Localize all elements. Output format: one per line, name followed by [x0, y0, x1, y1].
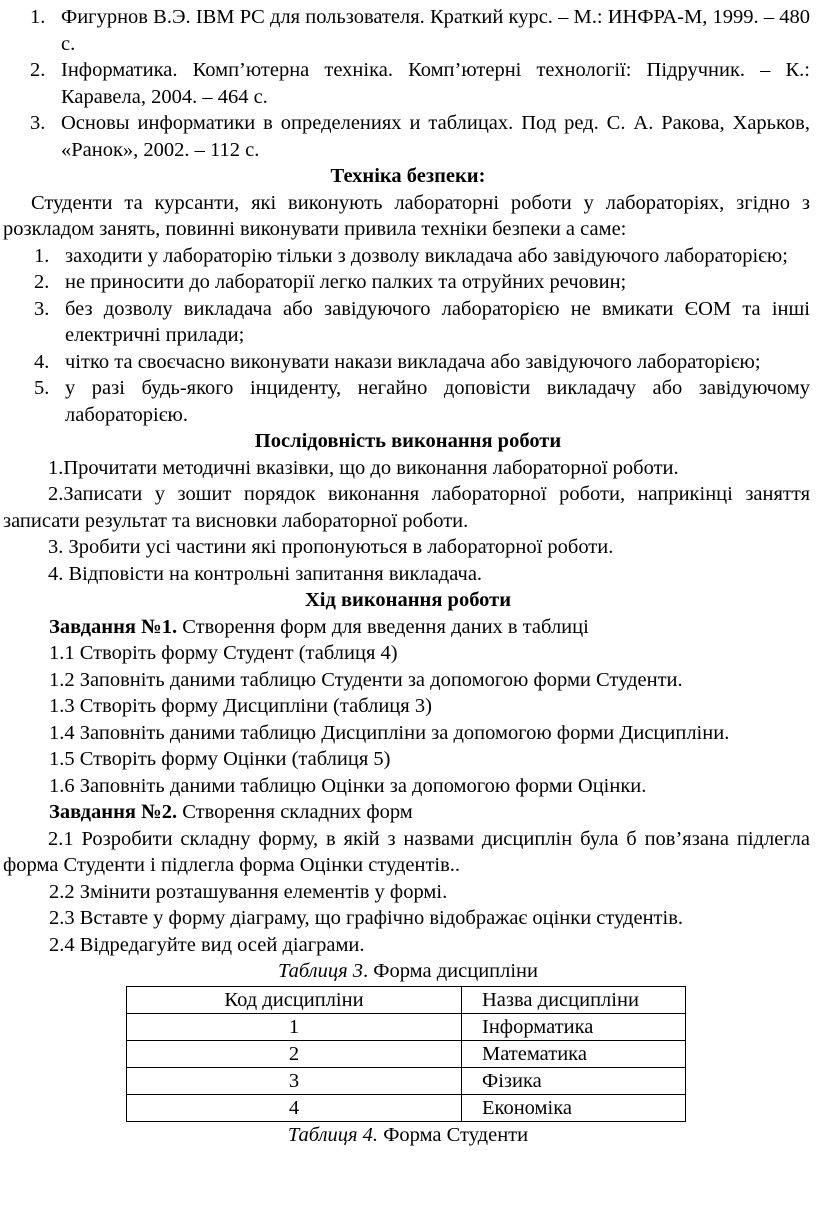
task1-item: 1.2 Заповніть даними таблицю Студенти за допомогою форми Студенти. [49, 668, 683, 691]
safety-rule [34, 296, 810, 349]
reference-text: Основы информатики в определениях и таблицах. Под ред. С. А. Ракова, Харьков, «Ранок», 2002. – 112 с. [61, 112, 810, 161]
progress-heading: Хід виконання роботи [304, 589, 512, 611]
reference-number: 3. [30, 112, 46, 134]
sequence-step: 1.Прочитати методичні вказівки, що до виконання лабораторної роботи. [48, 456, 679, 479]
task1-item: 1.5 Створіть форму Оцінки (таблиця 5) [49, 748, 391, 770]
sequence-step: 2.Записати у зошит порядок виконання лабораторної роботи, наприкінці заняття записати результат та висновки лабораторної роботи. [3, 483, 810, 532]
table4-caption-text: Форма Студенти [378, 1123, 529, 1146]
table-row [127, 1040, 686, 1067]
table3-caption-text: . Форма дисципліни [363, 960, 539, 982]
table-cell: Інформатика [462, 1013, 686, 1040]
task1-item: 1.6 Заповніть даними таблицю Оцінки за допомогою форми Оцінки. [49, 774, 647, 797]
rule-text: заходити у лабораторію тільки з дозволу викладача або завідуючого лабораторією; [65, 244, 788, 267]
references-list [30, 0, 810, 163]
disciplines-table [126, 986, 686, 1122]
rule-number: 3. [34, 297, 50, 320]
safety-rule [34, 349, 810, 376]
sequence-step: 4. Відповісти на контрольні запитання викладача. [48, 562, 483, 585]
table-header-cell: Назва дисципліни [462, 986, 686, 1013]
task1-item: 1.4 Заповніть даними таблицю Дисципліни за допомогою форми Дисципліни. [49, 721, 730, 744]
rule-number: 5. [34, 377, 50, 399]
rule-text: у разі будь-якого інциденту, негайно доповісти викладачу або завідуючому лабораторією. [65, 377, 810, 426]
table-row [127, 1067, 686, 1094]
table3-caption-label: Таблиця 3 [277, 960, 364, 982]
safety-rule [34, 375, 810, 428]
table-cell: 4 [127, 1094, 462, 1121]
sequence-heading: Послідовність виконання роботи [254, 430, 562, 452]
rule-text: без дозволу викладача або завідуючого лабораторією не вмикати ЄОМ та інші електричні прилади; [65, 297, 810, 346]
task1-label: Завдання №1. [49, 615, 178, 638]
table-header-cell: Код дисципліни [127, 986, 462, 1013]
task1-item: 1.1 Створіть форму Студент (таблиця 4) [49, 642, 398, 664]
rule-number: 4. [34, 350, 50, 373]
reference-number: 2. [30, 59, 46, 81]
safety-rule [34, 269, 810, 296]
table-cell: Економіка [462, 1094, 686, 1121]
rule-text: чітко та своєчасно виконувати накази викладача або завідуючого лабораторією; [65, 350, 761, 373]
table4-caption-label: Таблиця 4. [287, 1123, 379, 1146]
task2-label: Завдання №2. [49, 801, 178, 823]
task2-item: 2.4 Відредагуйте вид осей діаграми. [49, 933, 365, 956]
task1-title: Створення форм для введення даних в таблиці [177, 615, 589, 638]
task1-header [49, 614, 810, 641]
table-cell: Фізика [462, 1067, 686, 1094]
reference-number: 1. [30, 6, 46, 28]
task2-item: 2.3 Вставте у форму діаграму, що графічно відображає оцінки студентів. [49, 907, 683, 929]
sequence-step: 3. Зробити усі частини які пропонуються в лабораторної роботи. [48, 536, 614, 558]
safety-intro: Студенти та курсанти, які виконують лабораторні роботи у лабораторіях, згідно з розкладом занять, повинні виконувати привила техніки безпеки а саме: [3, 191, 810, 240]
table-row [127, 1094, 686, 1121]
task2-item: 2.1 Розробити складну форму, в якій з назвами дисциплін була б пов’язана підлегла форма Студенти і підлегла форма Оцінки студентів.. [3, 827, 810, 876]
rule-number: 2. [34, 271, 50, 293]
reference-text: Інформатика. Комп’ютерна техніка. Комп’ютерні технології: Підручник. – К.: Каравела, 2004. – 464 с. [61, 59, 810, 108]
safety-heading: Техніка безпеки: [330, 165, 486, 187]
table-cell: 2 [127, 1040, 462, 1067]
table-cell: 1 [127, 1013, 462, 1040]
table3-caption [0, 958, 816, 985]
task2-title: Створення складних форм [177, 801, 413, 823]
table-cell: Математика [462, 1040, 686, 1067]
rule-number: 1. [34, 244, 50, 267]
table-row [127, 1013, 686, 1040]
reference-item [30, 57, 810, 110]
table-header-row [127, 986, 686, 1013]
task2-item: 2.2 Змінити розташування елементів у формі. [49, 880, 448, 903]
table-cell: 3 [127, 1067, 462, 1094]
safety-rules-list [0, 243, 816, 429]
reference-item [30, 4, 810, 57]
reference-text: Фигурнов В.Э. IBM PC для пользователя. Краткий курс. – М.: ИНФРА-М, 1999. – 480 с. [61, 6, 810, 55]
rule-text: не приносити до лабораторії легко палких та отруйних речовин; [65, 271, 627, 293]
reference-item [30, 110, 810, 163]
table4-caption [0, 1122, 816, 1149]
task2-header [49, 799, 810, 826]
safety-rule [34, 243, 810, 270]
task1-item: 1.3 Створіть форму Дисципліни (таблиця 3) [49, 695, 432, 717]
